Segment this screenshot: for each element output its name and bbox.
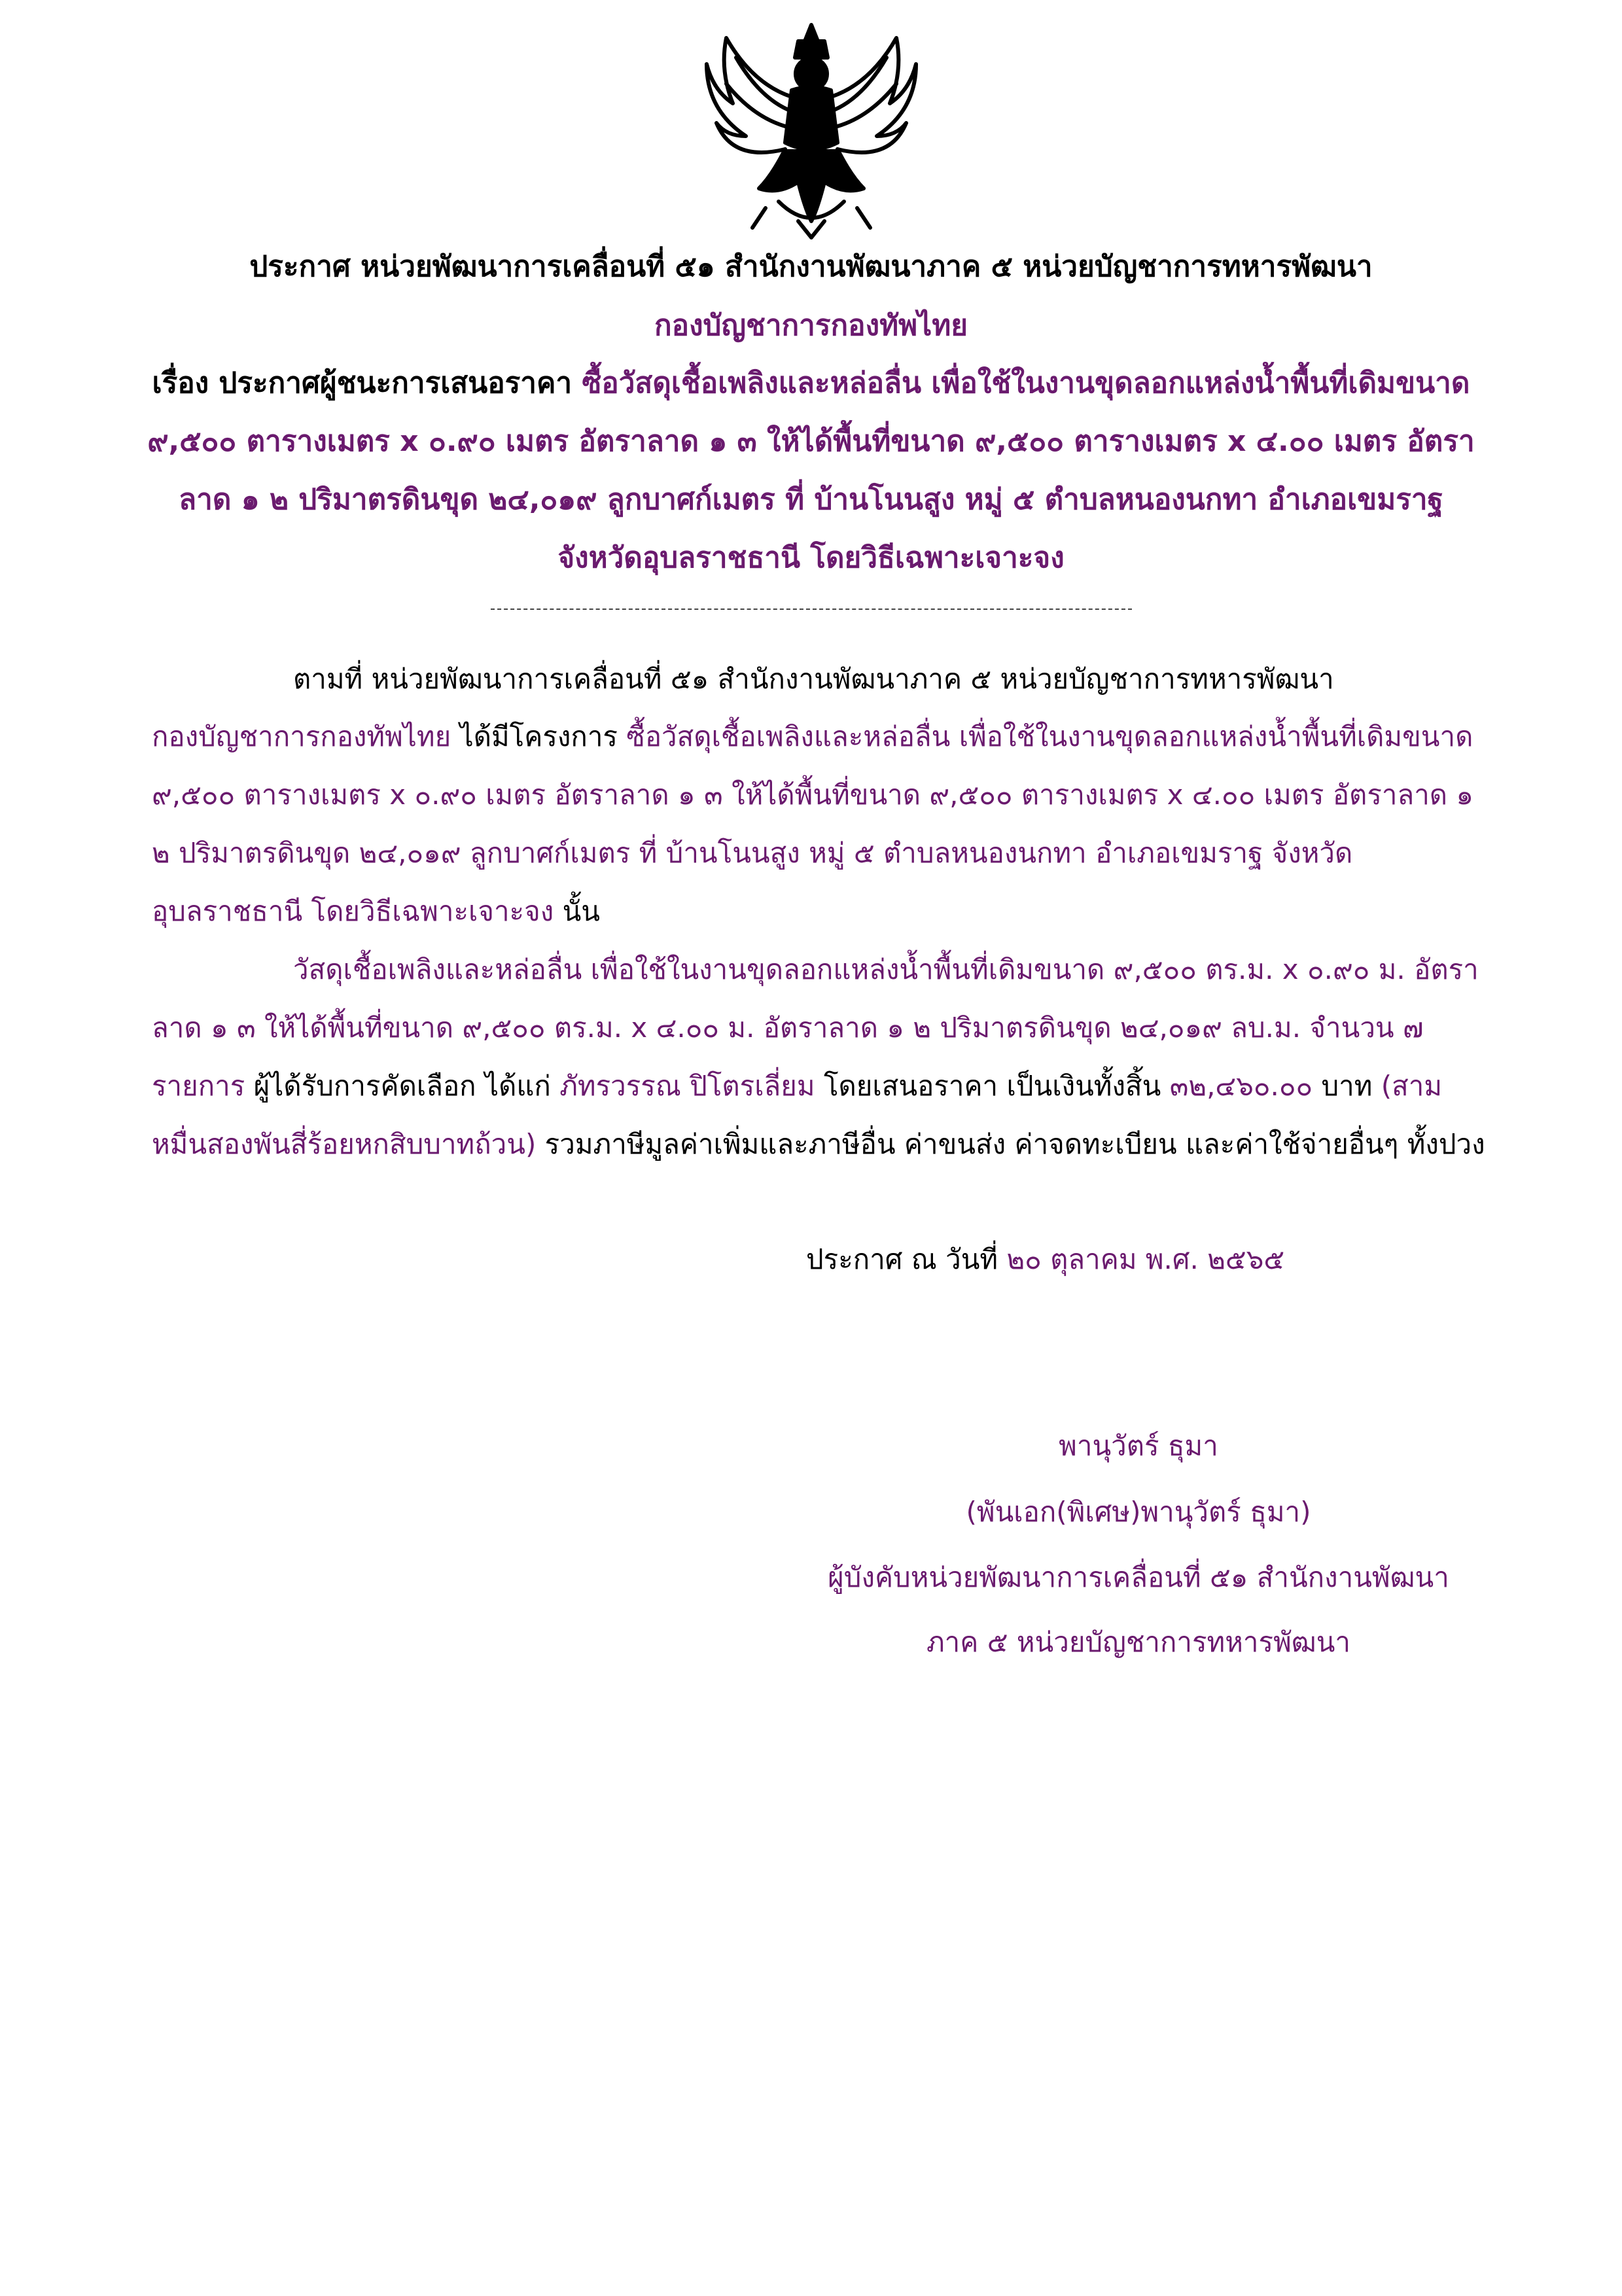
para2-line4 (152, 1126, 1485, 1163)
org-name: กองบัญชาการกองทัพไทย (152, 720, 451, 752)
para2-line1: วัสดุเชื้อเพลิงและหล่อลื่น เพื่อใช้ในงานขุดลอกแหล่งน้ำพื้นที่เดิมขนาด ๙,๕๐๐ ตร.ม. x ๐.๙๐ ม. อัตรา (293, 953, 1479, 985)
currency-label: บาท (1313, 1070, 1381, 1102)
announce-label: ประกาศ ณ วันที่ (806, 1243, 1007, 1275)
para2-line3 (152, 1068, 1442, 1104)
signature-rank-name: (พันเอก(พิเศษ)พานุวัตร์ ธุมา) (966, 1496, 1311, 1528)
price-words-end: หมื่นสองพันสี่ร้อยหกสิบบาทถ้วน) (152, 1128, 537, 1160)
para1-line1: ตามที่ หน่วยพัฒนาการเคลื่อนที่ ๕๑ สำนักงานพัฒนาภาค ๕ หน่วยบัญชาการทหารพัฒนา (293, 663, 1334, 695)
price-words-start: (สาม (1381, 1070, 1443, 1102)
announce-date-line (806, 1241, 1284, 1278)
price-label: โดยเสนอราคา เป็นเงินทั้งสิ้น (815, 1070, 1170, 1102)
province-method: อุบลราชธานี โดยวิธีเฉพาะเจาะจง (152, 895, 554, 927)
para1-line3: ๙,๕๐๐ ตารางเมตร x ๐.๙๐ เมตร อัตราลาด ๑ ๓ ให้ได้พื้นที่ขนาด ๙,๕๐๐ ตารางเมตร x ๔.๐๐ เมตร อัตราลาด ๑ (152, 779, 1474, 811)
signature-position-2: ภาค ๕ หน่วยบัญชาการทหารพัฒนา (926, 1626, 1350, 1658)
subject-line-4: จังหวัดอุบลราชธานี โดยวิธีเฉพาะเจาะจง (557, 541, 1065, 574)
para1-line5 (152, 893, 600, 930)
project-title: ซื้อวัสดุเชื้อเพลิงและหล่อลื่น เพื่อใช้ในงานขุดลอกแหล่งน้ำพื้นที่เดิมขนาด (626, 720, 1473, 752)
selected-label: ผู้ได้รับการคัดเลือก ได้แก่ (245, 1070, 560, 1102)
announce-date: ๒๐ ตุลาคม พ.ศ. ๒๕๖๕ (1006, 1243, 1285, 1275)
project-intro: ได้มีโครงการ (451, 720, 627, 752)
title-line-1: ประกาศ หน่วยพัฒนาการเคลื่อนที่ ๕๑ สำนักงานพัฒนาภาค ๕ หน่วยบัญชาการทหารพัฒนา (249, 250, 1373, 283)
divider-rule (491, 609, 1132, 610)
para1-end: นั้น (554, 895, 601, 927)
subject-line-2: ๙,๕๐๐ ตารางเมตร x ๐.๙๐ เมตร อัตราลาด ๑ ๓ ให้ได้พื้นที่ขนาด ๙,๕๐๐ ตารางเมตร x ๔.๐๐ เมตร อัตรา (147, 425, 1475, 458)
para2-line2: ลาด ๑ ๓ ให้ได้พื้นที่ขนาด ๙,๕๐๐ ตร.ม. x ๔.๐๐ ม. อัตราลาด ๑ ๒ ปริมาตรดินขุด ๒๔,๐๑๙ ลบ.ม. จำนวน ๗ (152, 1012, 1424, 1044)
price-amount: ๓๒,๔๖๐.๐๐ (1169, 1070, 1313, 1102)
price-inclusions: รวมภาษีมูลค่าเพิ่มและภาษีอื่น ค่าขนส่ง ค่าจดทะเบียน และค่าใช้จ่ายอื่นๆ ทั้งปวง (536, 1128, 1485, 1160)
subject-title: ซื้อวัสดุเชื้อเพลิงและหล่อลื่น เพื่อใช้ในงานขุดลอกแหล่งน้ำพื้นที่เดิมขนาด (582, 366, 1470, 400)
subject-line (131, 364, 1491, 403)
title-line-2: กองบัญชาการกองทัพไทย (654, 309, 968, 342)
subject-prefix: เรื่อง ประกาศผู้ชนะการเสนอราคา (152, 366, 582, 400)
signature-name: พานุวัตร์ ธุมา (1059, 1430, 1218, 1462)
signature-position-1: ผู้บังคับหน่วยพัฒนาการเคลื่อนที่ ๕๑ สำนักงานพัฒนา (828, 1561, 1449, 1593)
subject-line-3: ลาด ๑ ๒ ปริมาตรดินขุด ๒๔,๐๑๙ ลูกบาศก์เมตร ที่ บ้านโนนสูง หมู่ ๕ ตำบลหนองนกทา อำเภอเขมราฐ (179, 483, 1443, 516)
garuda-emblem-icon (700, 12, 923, 241)
winner-name: ภัทรวรรณ ปิโตรเลี่ยม (559, 1070, 815, 1102)
item-unit: รายการ (152, 1070, 245, 1102)
para1-line2 (152, 718, 1473, 755)
para1-line4: ๒ ปริมาตรดินขุด ๒๔,๐๑๙ ลูกบาศก์เมตร ที่ บ้านโนนสูง หมู่ ๕ ตำบลหนองนกทา อำเภอเขมราฐ จังหวัด (152, 837, 1353, 869)
